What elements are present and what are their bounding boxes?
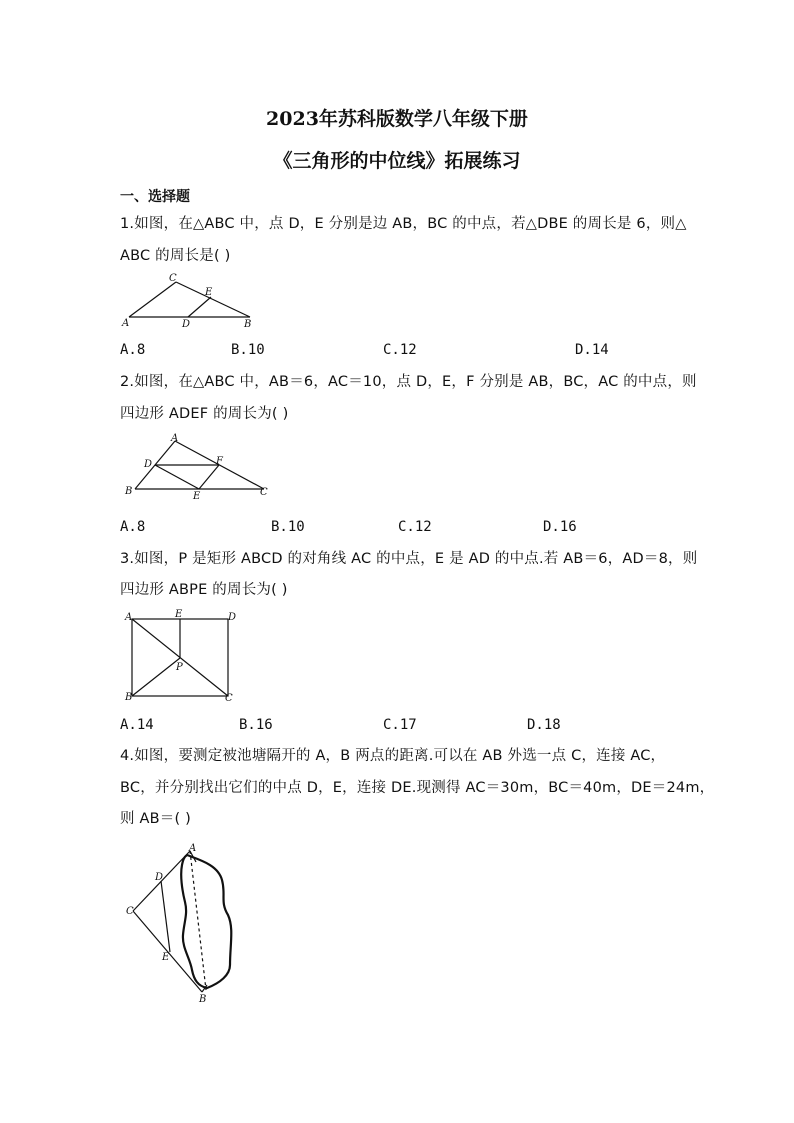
q2-label-f: F — [216, 456, 223, 467]
q4-label-a: A — [189, 843, 197, 854]
q3-label-p: P — [176, 662, 183, 673]
q2-label-d: D — [144, 459, 153, 470]
q2-label-b: B — [125, 486, 133, 497]
q1-option-d[interactable]: D.14 — [575, 342, 609, 358]
document-title: 2023年苏科版数学八年级下册 — [266, 108, 528, 130]
q3-line-2: 四边形 ABPE 的周长为( ) — [120, 582, 288, 598]
q3-option-d[interactable]: D.18 — [527, 717, 561, 733]
q2-segment-fe — [199, 465, 219, 489]
q3-option-a[interactable]: A.14 — [120, 717, 154, 733]
q1-label-b: B — [244, 319, 252, 330]
q4-line-2: BC，并分别找出它们的中点 D，E，连接 DE.现测得 AC＝30m，BC＝40m，DE＝24m， — [120, 780, 715, 796]
q3-figure — [120, 608, 245, 703]
q4-segment-de — [161, 881, 170, 952]
q1-segment-cb — [176, 282, 250, 317]
q1-segment-de — [188, 297, 211, 317]
q4-label-c: C — [126, 906, 134, 917]
q1-option-a[interactable]: A.8 — [120, 342, 146, 358]
q4-label-e: E — [162, 952, 170, 963]
q1-line-1: 1.如图，在△ABC 中，点 D，E 分别是边 AB，BC 的中点，若△DBE 的周长是 6，则△ — [120, 216, 687, 232]
q3-label-c: C — [225, 693, 233, 704]
q3-label-d: D — [228, 612, 237, 623]
document-subtitle: 《三角形的中位线》拓展练习 — [273, 150, 521, 172]
q2-option-b[interactable]: B.10 — [271, 519, 305, 535]
q4-figure — [120, 840, 245, 1010]
q2-option-c[interactable]: C.12 — [398, 519, 432, 535]
q4-label-b: B — [199, 994, 207, 1005]
q3-option-b[interactable]: B.16 — [239, 717, 273, 733]
q2-option-d[interactable]: D.16 — [543, 519, 577, 535]
q1-option-c[interactable]: C.12 — [383, 342, 417, 358]
q1-label-a: A — [122, 318, 130, 329]
q1-figure — [120, 270, 270, 332]
q2-option-a[interactable]: A.8 — [120, 519, 146, 535]
section-title: 一、选择题 — [120, 189, 190, 205]
q3-segment-bp — [132, 658, 180, 696]
q2-label-e: E — [193, 491, 201, 502]
q2-line-2: 四边形 ADEF 的周长为( ) — [120, 406, 289, 422]
q1-segment-ac — [129, 282, 176, 317]
q2-label-a: A — [171, 433, 179, 444]
q2-figure — [120, 432, 280, 502]
q4-line-1: 4.如图，要测定被池塘隔开的 A，B 两点的距离.可以在 AB 外选一点 C，连接 AC， — [120, 748, 666, 764]
q1-label-d: D — [182, 319, 191, 330]
q1-label-e: E — [205, 287, 213, 298]
q3-line-1: 3.如图，P 是矩形 ABCD 的对角线 AC 的中点，E 是 AD 的中点.若 AB＝6，AD＝8，则 — [120, 551, 698, 567]
q1-line-2: ABC 的周长是( ) — [120, 248, 231, 264]
q3-option-c[interactable]: C.17 — [383, 717, 417, 733]
q1-label-c: C — [169, 273, 177, 284]
q2-label-c: C — [260, 487, 268, 498]
q4-line-3: 则 AB＝( ) — [120, 811, 191, 827]
q3-label-e: E — [175, 609, 183, 620]
q4-label-d: D — [155, 872, 164, 883]
q2-segment-de — [155, 465, 199, 489]
q3-label-b: B — [125, 692, 133, 703]
q1-option-b[interactable]: B.10 — [231, 342, 265, 358]
q4-pond-outline — [181, 855, 231, 988]
q3-label-a: A — [125, 612, 133, 623]
q2-line-1: 2.如图，在△ABC 中，AB＝6，AC＝10，点 D，E，F 分别是 AB，BC，AC 的中点，则 — [120, 374, 697, 390]
